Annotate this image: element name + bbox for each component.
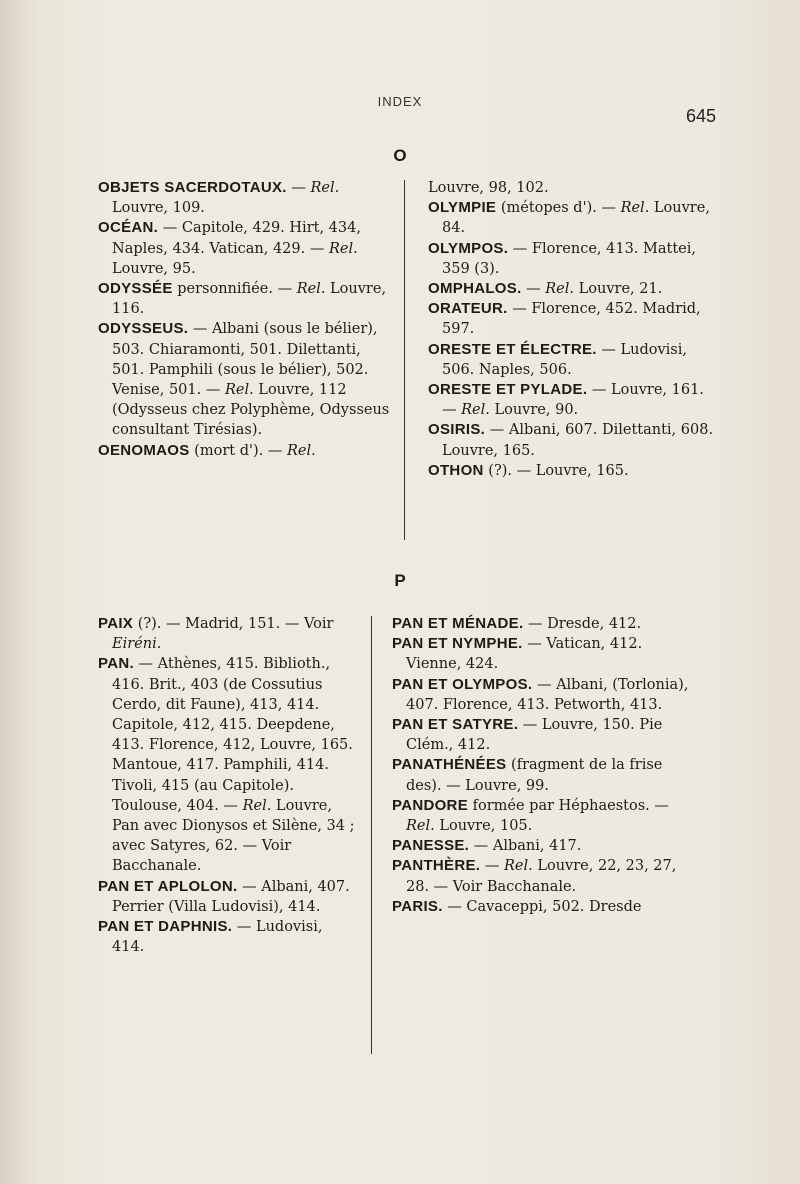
entry-italic: Rel.: [224, 382, 254, 399]
entry-headword: OSIRIS.: [428, 421, 486, 439]
entry-headword: OLYMPOS.: [428, 239, 509, 257]
entry-text: — Louvre, 161. —: [442, 382, 704, 419]
index-entry: [428, 420, 720, 460]
index-entry: [392, 634, 696, 674]
entry-headword: PAN ET APLOLON.: [98, 877, 238, 895]
entry-text: Louvre, 116.: [112, 281, 387, 318]
entry-headword: ORESTE ET ÉLECTRE.: [428, 340, 597, 358]
entry-text: — Dresde, 412.: [523, 616, 642, 632]
entry-italic: Rel.: [406, 818, 435, 835]
index-entry: [98, 279, 390, 319]
entry-headword: PAIX: [98, 615, 134, 632]
entry-headword: PAN.: [98, 655, 134, 673]
entry-headword: ORESTE ET PYLADE.: [428, 381, 588, 399]
entry-italic: Rel.: [503, 858, 533, 875]
entry-headword: OTHON: [428, 461, 484, 479]
entry-headword: OBJETS SACERDOTAUX.: [98, 179, 287, 196]
entry-headword: PANATHÉNÉES: [392, 756, 507, 774]
entry-headword: PANDORE: [392, 796, 468, 814]
index-entry: [428, 299, 720, 339]
entry-text: (fragment de la frise des). — Louvre, 99.: [406, 757, 663, 794]
entry-italic: Rel.: [545, 281, 575, 298]
entry-text: — Ludovisi, 506. Naples, 506.: [442, 341, 687, 378]
index-entry: [428, 461, 720, 481]
entry-headword: OLYMPIE: [428, 199, 497, 217]
index-entry: [392, 715, 696, 755]
entry-headword: PAN ET DAPHNIS.: [98, 918, 233, 936]
entry-italic: Rel.: [328, 240, 358, 257]
running-head: INDEX: [377, 94, 423, 109]
entry-headword: PANESSE.: [392, 837, 470, 855]
index-entry: [428, 198, 720, 238]
section-p-left-column: [98, 614, 358, 957]
entry-text: Louvre, 90.: [489, 402, 579, 419]
entry-headword: PAN ET SATYRE.: [392, 716, 519, 734]
entry-text: (mort d'). —: [189, 442, 287, 459]
entry-text: —: [480, 858, 504, 875]
section-o-left-column: [98, 178, 390, 461]
index-entry: [392, 614, 696, 634]
index-entry: [428, 279, 720, 299]
entry-italic: Rel.: [286, 442, 316, 459]
entry-text: — Florence, 413. Mattei, 359 (3).: [442, 240, 696, 277]
index-entry: [428, 340, 720, 380]
entry-text: —: [286, 180, 311, 196]
index-entry: [392, 897, 696, 917]
entry-text: — Vatican, 412. Vienne, 424.: [406, 636, 643, 673]
entry-headword: PARIS.: [392, 897, 443, 915]
entry-text: Louvre, 105.: [434, 818, 533, 835]
section-p-right-column: [392, 614, 696, 917]
index-entry: [428, 239, 720, 279]
entry-italic: Rel.: [620, 200, 650, 217]
entry-text: Louvre, 112 (Odysseus chez Polyphème, Odysseus consultant Tirésias).: [112, 382, 390, 439]
entry-headword: OENOMAOS: [98, 441, 190, 459]
entry-text: Louvre, 22, 23, 27, 28. — Voir Bacchanale.: [406, 858, 677, 895]
index-entry: [392, 836, 696, 856]
entry-text: (métopes d'). —: [496, 200, 621, 217]
entry-italic: Rel.: [461, 402, 490, 419]
index-entry: [428, 380, 720, 420]
entry-text: — Ludovisi, 414.: [112, 919, 323, 956]
column-divider: [404, 180, 405, 540]
entry-text: (?). — Louvre, 165.: [483, 462, 629, 479]
entry-text: formée par Héphaestos. —: [468, 797, 669, 814]
entry-headword: PAN ET MÉNADE.: [392, 615, 524, 632]
index-entry: [392, 675, 696, 715]
index-entry: [98, 877, 358, 917]
entry-headword: ODYSSEUS.: [98, 320, 189, 338]
entry-text: — Capitole, 429. Hirt, 434, Naples, 434. Vatican, 429. —: [112, 220, 361, 257]
index-entry: [98, 654, 358, 876]
entry-text: — Louvre, 150. Pie Clém., 412.: [406, 717, 663, 754]
entry-text: Louvre, 95.: [112, 260, 196, 277]
entry-text: Louvre, 109.: [112, 200, 205, 217]
entry-text: — Albani, 607. Dilettanti, 608. Louvre, 165.: [442, 422, 714, 459]
entry-headword: OCÉAN.: [98, 219, 159, 237]
index-entry: [392, 796, 696, 836]
entry-headword: PAN ET OLYMPOS.: [392, 675, 533, 693]
page-number: 645: [685, 106, 716, 126]
entry-italic: Eiréni.: [112, 636, 162, 653]
section-letter-p: P: [394, 571, 406, 590]
entry-text: (?). — Madrid, 151. — Voir: [133, 616, 334, 632]
entry-text: — Albani (sous le bélier), 503. Chiaramonti, 501. Dilettanti, 501. Pamphili (sous le bélier), 502. Venise, 501. —: [112, 321, 378, 399]
entry-text: — Florence, 452. Madrid, 597.: [442, 301, 701, 338]
entry-headword: ODYSSÉE: [98, 280, 173, 298]
entry-text: — Albani, 407. Perrier (Villa Ludovisi), 414.: [112, 878, 350, 915]
entry-text: Louvre, 98, 102.: [428, 180, 549, 196]
entry-italic: Rel.: [296, 281, 326, 298]
entry-italic: Rel.: [242, 797, 272, 814]
entry-text: — Albani, 417.: [469, 838, 582, 855]
entry-italic: Rel.: [310, 180, 340, 196]
entry-text: Louvre, 21.: [574, 281, 663, 298]
entry-text: Louvre, Pan avec Dionysos et Silène, 34 ; avec Satyres, 62. — Voir Bacchanale.: [112, 797, 355, 875]
entry-text: — Athènes, 415. Biblioth., 416. Brit., 403 (de Cossutius Cerdo, dit Faune), 413, 414. Capitole, 412, 415. Deepdene, 413. Florence, 412, Louvre, 165. Mantoue, 417. Pamphili, 414. Tivoli, 415 (au Capitole). Toulouse, 404. —: [112, 656, 353, 814]
index-entry: [428, 178, 720, 198]
index-entry: [392, 856, 696, 896]
entry-text: — Cavaceppi, 502. Dresde: [442, 898, 642, 915]
entry-headword: PAN ET NYMPHE.: [392, 635, 523, 653]
entry-headword: OMPHALOS.: [428, 280, 522, 298]
index-entry: [98, 218, 390, 279]
column-divider: [371, 616, 372, 1054]
entry-text: personnifiée. —: [172, 281, 297, 298]
index-entry: [98, 614, 358, 654]
entry-text: — Albani, (Torlonia), 407. Florence, 413. Petworth, 413.: [406, 676, 689, 713]
index-entry: [98, 178, 390, 218]
entry-headword: ORATEUR.: [428, 300, 508, 318]
index-entry: [98, 441, 390, 461]
index-entry: [98, 319, 390, 440]
entry-headword: PANTHÈRE.: [392, 857, 481, 875]
entry-text: Louvre, 84.: [442, 200, 710, 237]
section-letter-o: O: [393, 146, 407, 165]
entry-text: —: [521, 281, 546, 298]
section-o-right-column: [428, 178, 720, 481]
index-entry: [392, 755, 696, 795]
index-entry: [98, 917, 358, 957]
